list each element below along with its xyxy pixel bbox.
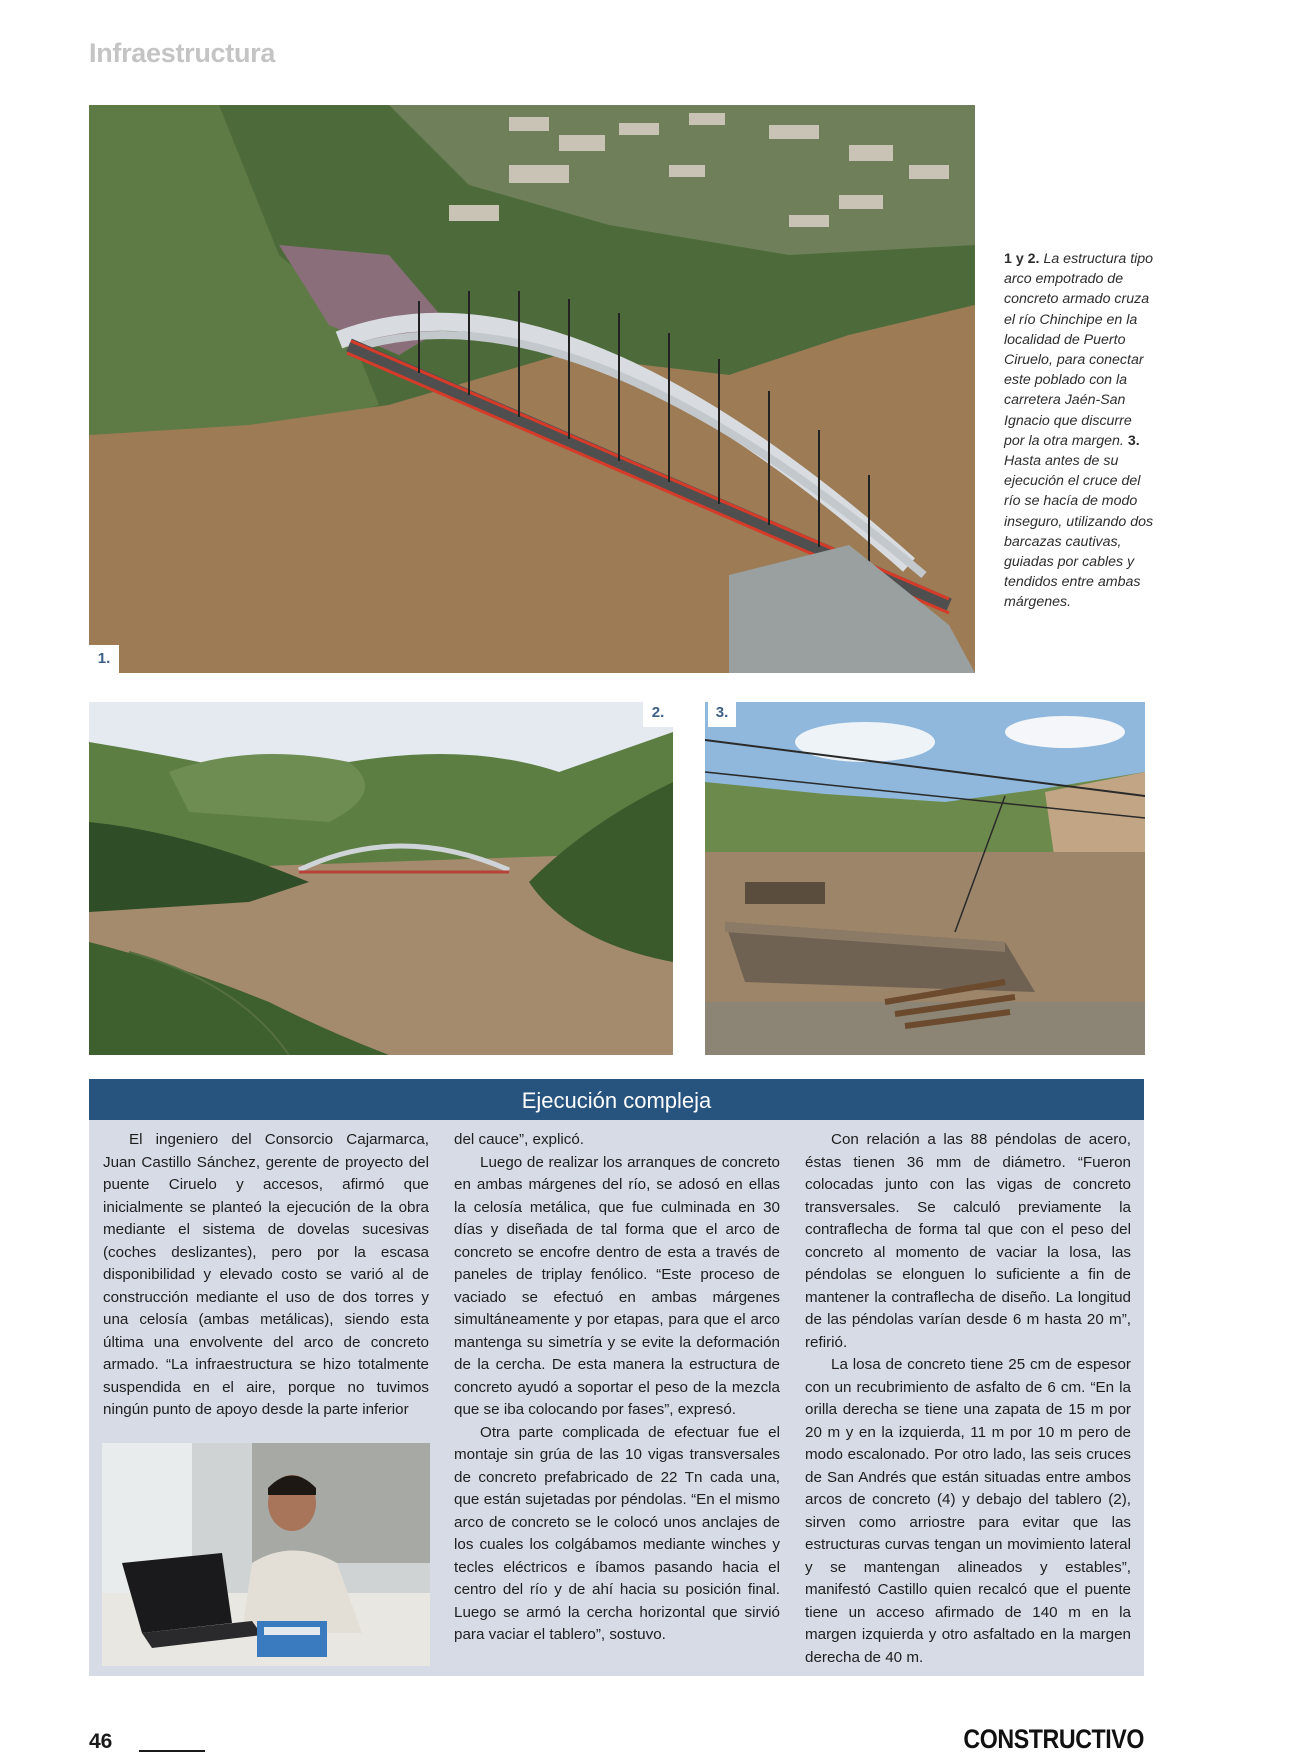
article-paragraph: La losa de concreto tiene 25 cm de espesor con un recubrimiento de asfalto de 6 cm. “En la orilla derecha se tiene una zapata de 15 m por 20 m y en la izquierda, 11 m por 10 m pero de modo escalonado. Por otro lado, las seis cruces de San Andrés que están situadas entre ambos arcos de concreto (4) y debajo del tablero (2), sirven como arriostre para evitar que las estructuras curvas tengan un movimiento lateral y se mantengan alineados y estables”, manifestó Castillo quien recalcó que el puente tiene un acceso afirmado de 140 m en la margen izquierda y otro asfaltado en la margen derecha de 40 m.	[805, 1356, 1131, 1666]
article-paragraph: del cauce”, explicó.	[454, 1131, 585, 1148]
article-paragraph: El ingeniero del Consorcio Cajarmarca, Juan Castillo Sánchez, gerente de proyecto del puente Ciruelo y accesos, afirmó que inicialmente se planteó la ejecución de la obra mediante el sistema de dovelas sucesivas (coches deslizantes), pero por la escasa disponibilidad y elevado costo se varió al de construcción mediante el uso de dos torres y una celosía (ambas metálicas), siendo esta última una envolvente del arco de concreto armado. “La infraestructura se hizo totalmente suspendida en el aire, porque no tuvimos ningún punto de apoyo desde la parte inferior	[103, 1131, 429, 1418]
photo-3-number: 3.	[708, 699, 736, 727]
article-paragraph: Otra parte complicada de efectuar fue el montaje sin grúa de las 10 vigas transversales de concreto prefabricado de 22 Tn cada una, que están sujetadas por péndolas. “En el mismo arco de concreto se le colocó unos anclajes de los cuales los colgábamos mediante winches y tecles eléctricos e íbamos pasando hacia el centro del río y de ahí hacia su posición final. Luego se armó la cercha horizontal que sirvió para vaciar el tablero”, sostuvo.	[454, 1423, 780, 1643]
article-paragraph: Luego de realizar los arranques de concreto en ambas márgenes del río, se adosó en ellas la celosía metálica, que fue culminada en 30 días y diseñada de tal forma que el arco de concreto se encofre dentro de esta a través de paneles de triplay fenólico. “Este proceso de vaciado se efectuó en ambas márgenes simultáneamente y por etapas, para que el arco mantenga su simetría y se evite la deformación de la cercha. De esta manera la estructura de concreto ayudó a soportar el peso de la mezcla que se iba colocando por fases”, expresó.	[454, 1153, 780, 1418]
photo-caption	[1004, 249, 1154, 613]
article-column-1	[103, 1129, 429, 1422]
section-title: Infraestructura	[89, 38, 276, 68]
photo-river-barges	[705, 702, 1145, 1055]
caption-text-3: Hasta antes de su ejecución el cruce del río se hacía de modo inseguro, utilizando dos barcazas cautivas, guiadas por cables y tendidos entre ambas márgenes.	[1004, 453, 1154, 611]
photo-1-number: 1.	[89, 645, 119, 673]
caption-text-1-2: La estructura tipo arco empotrado de concreto armado cruza el río Chinchipe en la localidad de Puerto Ciruelo, para conectar este poblado con la carretera Jaén-San Ignacio que discurre por la otra margen.	[1004, 251, 1154, 449]
article-paragraph: Con relación a las 88 péndolas de acero, éstas tienen 36 mm de diámetro. “Fueron colocadas junto con las vigas de concreto transversales. Se calculó previamente la contraflecha de forma tal que con el peso del concreto al momento de vaciar la losa, las péndolas se elonguen lo suficiente a fin de mantener la contraflecha de diseño. La longitud de las péndolas varían desde 6 m hasta 20 m”, refirió.	[805, 1131, 1131, 1351]
photo-engineer-portrait	[102, 1443, 430, 1666]
photo-2-number: 2.	[643, 699, 673, 727]
caption-ref-1-2: 1 y 2.	[1004, 251, 1040, 267]
magazine-masthead: CONSTRUCTIVO	[963, 1724, 1144, 1754]
article-column-2	[454, 1129, 780, 1647]
article-box	[89, 1079, 1144, 1676]
caption-ref-3: 3.	[1127, 432, 1140, 449]
page-number-rule	[139, 1750, 205, 1752]
article-heading: Ejecución compleja	[89, 1079, 1144, 1120]
photo-bridge-aerial	[89, 105, 975, 673]
photo-bridge-valley	[89, 702, 673, 1055]
page-number: 46	[89, 1730, 113, 1753]
article-column-3	[805, 1129, 1131, 1669]
